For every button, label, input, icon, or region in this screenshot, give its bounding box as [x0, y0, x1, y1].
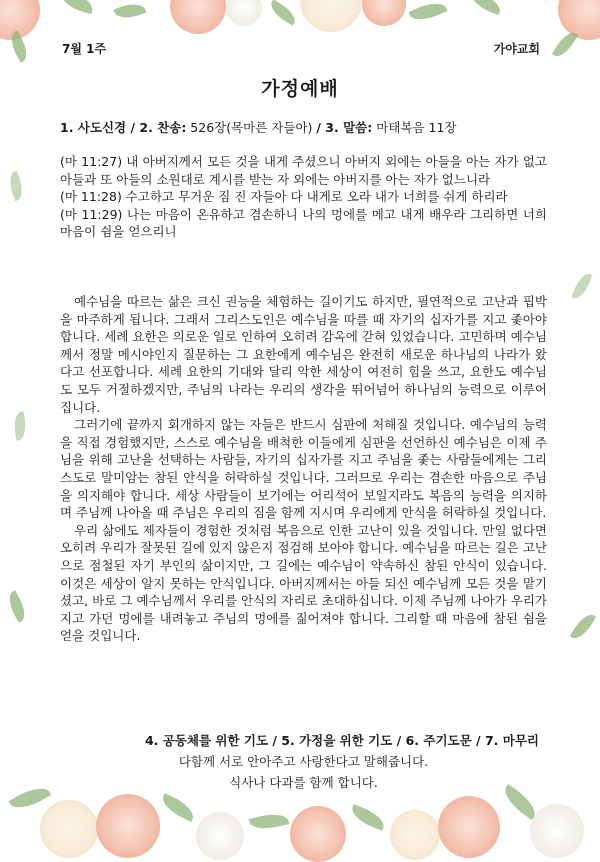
verse: (마 11:27) 내 아버지께서 모든 것을 내게 주셨으니 아버지 외에는 아들을 아는 자가 없고 아들과 또 아들의 소원대로 계시를 받는 자 외에는 아버지를 아는 자가 없느니라	[60, 154, 547, 187]
scripture-ref: 마태복음 11장	[372, 120, 457, 135]
week-label: 7월 1주	[62, 42, 107, 56]
floral-border-left	[0, 60, 40, 680]
closing-steps: 4. 공동체를 위한 기도 / 5. 가정을 위한 기도 / 6. 주기도문 / 7. 마무리	[144, 733, 539, 748]
floral-border-top	[0, 0, 600, 40]
closing-section	[60, 730, 547, 793]
verse: (마 11:29) 나는 마음이 온유하고 겸손하니 나의 멍에를 메고 내게 배우라 그리하면 너희 마음이 쉼을 얻으리니	[60, 206, 547, 240]
order-part3: / 3. 말씀:	[316, 120, 373, 135]
verse: (마 11:28) 수고하고 무거운 짐 진 자들아 다 내게로 오라 내가 너희를 쉬게 하리라	[60, 189, 508, 205]
scripture-verses	[60, 153, 547, 241]
closing-line: 식사나 다과를 함께 합니다.	[229, 775, 378, 790]
sermon-body	[60, 293, 547, 645]
floral-corner-top-left	[0, 0, 60, 70]
page-title: 가정예배	[261, 78, 339, 100]
sermon-paragraph: 예수님을 따르는 삶은 크신 권능을 체험하는 길이기도 하지만, 필연적으로 고난과 핍박을 마주하게 됩니다. 그래서 그리스도인은 예수님을 따를 때 자기의 십자가를 지고 좇아야 합니다. 세례 요한은 의로운 일로 인하여 오히려 감옥에 갇혀 있었습니다. 고민하며 예수님께서 정말 메시야인지 질문하는 그 요한에게 예수님은 완전히 새로운 하나님의 나라가 왔다고 선포합니다. 세례 요한의 기대와 달리 악한 세상이 여전히 힘을 쓰고, 요한도 예수님도 모두 거절하겠지만, 주님의 나라는 우리의 생각을 뛰어넘어 하나님의 능력으로 이루어집니다.	[60, 294, 547, 415]
order-part1: 1. 사도신경 / 2. 찬송:	[60, 120, 187, 135]
floral-border-right	[560, 60, 600, 680]
church-name: 가야교회	[493, 42, 540, 56]
hymn-title: 526장(목마른 자들아)	[186, 120, 317, 135]
closing-line: 다함께 서로 안아주고 사랑한다고 말해줍니다.	[178, 754, 429, 769]
floral-corner-top-right	[530, 0, 600, 70]
worship-order	[60, 119, 550, 137]
sermon-paragraph: 그러기에 끝까지 회개하지 않는 자들은 반드시 심판에 처해질 것입니다. 예수님의 능력을 직접 경험했지만, 스스로 예수님을 배척한 이들에게 심판을 선언하신 예수님은 이제 주님을 위해 고난을 선택하는 사람들, 자기의 십자가를 지고 주님을 좇는 사람들에게는 그리스도로 말미암는 참된 안식을 허락하실 것입니다. 그러므로 우리는 겸손한 마음으로 주님을 의지해야 합니다. 세상 사람들이 보기에는 어리석어 보일지라도 복음의 능력을 의지하며 주님께 나아올 때 주님은 우리의 짐을 함께 지시며 우리에게 안식을 허락하실 것입니다.	[60, 417, 547, 521]
sermon-paragraph: 우리 삶에도 제자들이 경험한 것처럼 복음으로 인한 고난이 있을 것입니다. 만일 없다면 오히려 우리가 잘못된 길에 있지 않은지 점검해 보아야 합니다. 예수님을 따르는 길은 고난으로 점철된 자기 부인의 삶이지만, 그 길에는 예수님이 약속하신 참된 안식이 있습니다. 이것은 세상이 알지 못하는 안식입니다. 아버지께서는 아들 되신 예수님께 모든 것을 맡기셨고, 바로 그 예수님께서 우리를 안식의 자리로 초대하십니다. 이제 주님께 나아가 우리가 지고 가던 멍에를 내려놓고 주님의 멍에를 짊어져야 합니다. 그리할 때 마음에 참된 쉼을 얻을 것입니다.	[60, 522, 547, 644]
